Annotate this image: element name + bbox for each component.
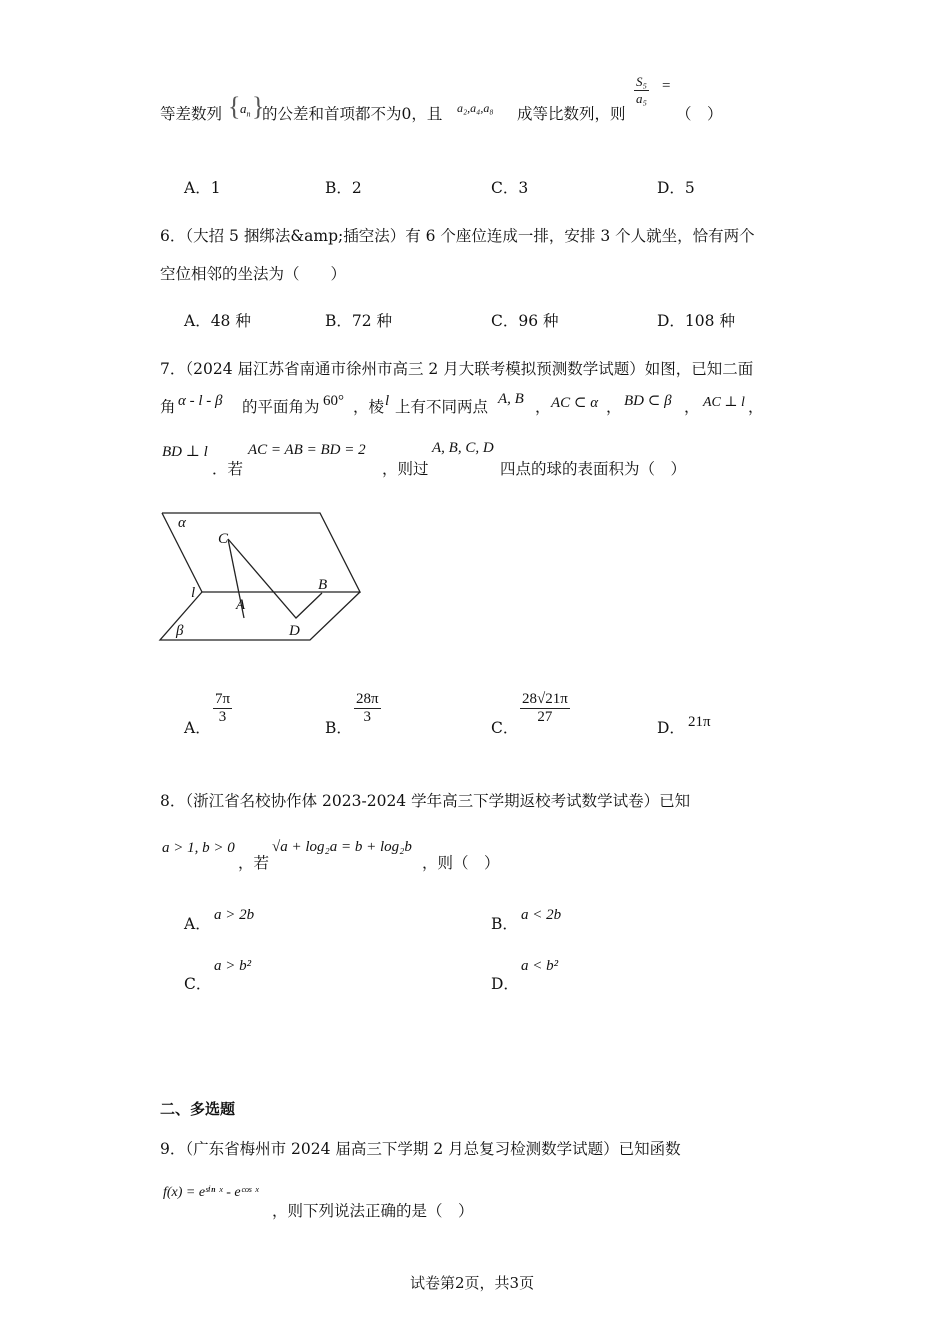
q7-text: 的平面角为 — [242, 398, 320, 416]
page-footer: 试卷第2页，共3页 — [410, 1274, 535, 1292]
q7-text: ， — [748, 398, 764, 416]
q5-equals: = — [662, 78, 671, 94]
q7-text: 上有不同两点 — [395, 398, 489, 416]
q5-text1: 等差数列 — [160, 105, 223, 123]
q7-math: 60° — [323, 393, 344, 409]
q6-option-c[interactable]: C．96 种 — [491, 312, 559, 330]
q8-option-c-expr[interactable]: a > b² — [214, 958, 252, 974]
q7-option-d-value[interactable]: 21π — [688, 714, 711, 730]
q8-condition: a > 1, b > 0 — [162, 840, 235, 856]
q7-text: ，棱 — [353, 398, 385, 416]
q7-text: ．若 — [212, 460, 244, 478]
plane-beta — [160, 592, 360, 640]
q5-option-a[interactable]: A．1 — [184, 179, 221, 197]
section-title: 二、多选题 — [160, 1100, 236, 1118]
q5-text3: 成等比数列，则 — [517, 105, 626, 123]
q7-option-b-prefix[interactable]: B． — [325, 719, 352, 737]
q8-option-b-prefix[interactable]: B． — [491, 915, 518, 933]
q7-math: α - l - β — [178, 393, 223, 409]
q5-brace-left: { — [228, 92, 241, 121]
q7-option-a-prefix[interactable]: A． — [184, 719, 211, 737]
q7-text: 四点的球的表面积为（ ） — [500, 460, 687, 478]
q7-text: ，则过 — [382, 460, 429, 478]
q7-option-c-prefix[interactable]: C． — [491, 719, 519, 737]
q8-option-a-expr[interactable]: a > 2b — [214, 907, 255, 923]
q7-option-a-fraction[interactable]: $\frac{7\pi}{3}$ — [215, 691, 231, 725]
q8-option-d-expr[interactable]: a < b² — [521, 958, 559, 974]
q5-paren: （ ） — [676, 105, 723, 123]
q5-option-c[interactable]: C．3 — [491, 179, 529, 197]
label-A: A — [236, 597, 246, 613]
q6-line2: 空位相邻的坐法为（ ） — [160, 265, 347, 283]
plane-alpha — [162, 513, 360, 592]
label-alpha: α — [178, 515, 186, 531]
q5-option-d[interactable]: D．5 — [657, 179, 695, 197]
q7-math: AC ⊂ α — [551, 395, 599, 411]
q8-option-a-prefix[interactable]: A． — [184, 915, 211, 933]
q7-math: AC ⊥ l — [703, 395, 745, 410]
label-D: D — [289, 623, 300, 639]
q7-text: ， — [684, 398, 700, 416]
q5-seq: $a_n$ — [240, 101, 251, 119]
q5-text2: 的公差和首项都不为0，且 — [262, 105, 443, 123]
q8-line1: 8．（浙江省名校协作体 2023-2024 学年高三下学期返校考试数学试卷）已知 — [160, 792, 691, 810]
q8-option-d-prefix[interactable]: D． — [491, 975, 519, 993]
q7-math: A, B — [498, 391, 524, 407]
q7-text: 角 — [160, 398, 176, 416]
q7-math: BD ⊂ β — [624, 393, 672, 409]
q8-ze: ，则（ ） — [422, 854, 500, 872]
q5-brace-right: } — [252, 92, 265, 121]
q7-math: AC = AB = BD = 2 — [248, 442, 366, 458]
q6-option-a[interactable]: A．48 种 — [184, 312, 251, 330]
q5-terms: a₂,a₄,a₈ — [457, 101, 494, 115]
q7-option-d-prefix[interactable]: D． — [657, 719, 685, 737]
q8-option-c-prefix[interactable]: C． — [184, 975, 212, 993]
q5-option-b[interactable]: B．2 — [325, 179, 362, 197]
q7-line1: 7．（2024 届江苏省南通市徐州市高三 2 月大联考模拟预测数学试题）如图，已知二面 — [160, 360, 754, 378]
label-C: C — [218, 531, 229, 547]
q8-option-b-expr[interactable]: a < 2b — [521, 907, 562, 923]
q7-text: ， — [606, 398, 622, 416]
q8-equation: √a + log₂a = b + log₂b — [272, 839, 412, 855]
q6-line1: 6．（大招 5 捆绑法&amp;插空法）有 6 个座位连成一排，安排 3 个人就坐，恰有两个 — [160, 227, 755, 245]
q7-text: ， — [535, 398, 551, 416]
q8-ruo: ，若 — [238, 854, 270, 872]
q6-option-b[interactable]: B．72 种 — [325, 312, 393, 330]
q7-option-c-fraction[interactable]: $\frac{28√21\pi}{27}$ — [522, 691, 568, 725]
label-beta: β — [176, 623, 184, 639]
q9-line1: 9．（广东省梅州市 2024 届高三下学期 2 月总复习检测数学试题）已知函数 — [160, 1140, 681, 1158]
dihedral-angle-figure — [150, 505, 375, 650]
label-l: l — [191, 585, 196, 601]
q9-tail: ，则下列说法正确的是（ ） — [272, 1202, 474, 1220]
q9-function: f(x) = eˢⁱⁿ ˣ - eᶜᵒˢ ˣ — [163, 1185, 259, 1200]
q7-math: l — [385, 393, 390, 409]
q7-math: BD ⊥ l — [162, 444, 208, 460]
q7-option-b-fraction[interactable]: $\frac{28\pi}{3}$ — [356, 691, 379, 725]
q5-fraction: $\frac{\text{S₅}}{\text{a₅}}$ — [636, 74, 648, 106]
q6-option-d[interactable]: D．108 种 — [657, 312, 735, 330]
q7-math: A, B, C, D — [432, 440, 494, 456]
label-B: B — [318, 577, 328, 593]
